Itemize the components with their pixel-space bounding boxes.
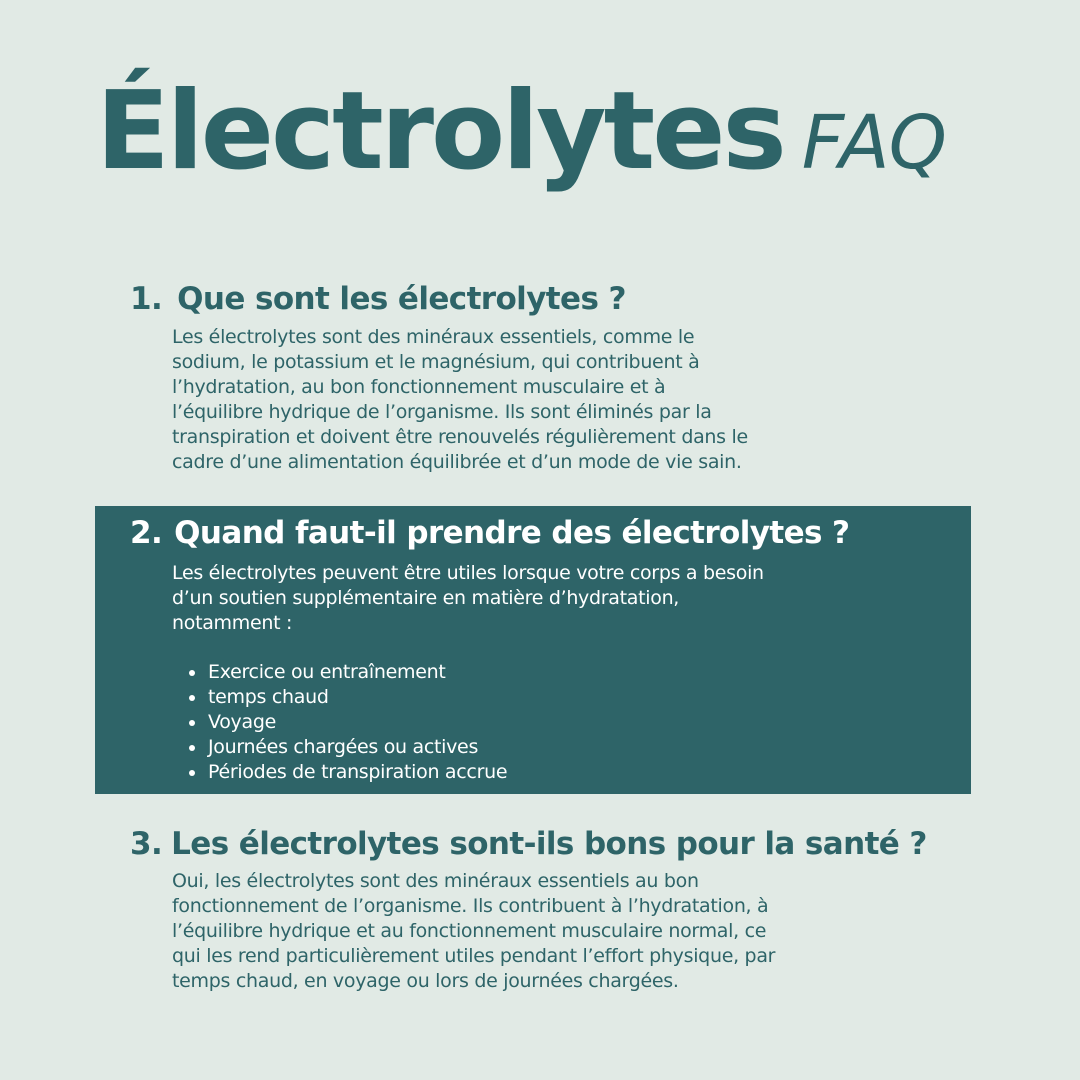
faq-answer-2: Les électrolytes peuvent être utiles lorsque votre corps a besoin d’un soutien supplémentaire en matière d’hydratation, notamment :	[172, 562, 764, 634]
faq-number-3: 3.	[130, 826, 163, 862]
title-sub: FAQ	[801, 100, 946, 186]
list-item: Voyage	[186, 710, 507, 735]
faq-question-text-3: Les électrolytes sont-ils bons pour la santé ?	[171, 826, 927, 862]
faq-question-3	[130, 826, 927, 862]
title-main: Électrolytes	[96, 69, 784, 194]
faq-answer-1: Les électrolytes sont des minéraux essentiels, comme le sodium, le potassium et le magnésium, qui contribuent à l’hydratation, au bon fonctionnement musculaire et à l’équilibre hydrique de l’organisme. Ils sont éliminés par la transpiration et doivent être renouvelés régulièrement dans le cadre d’une alimentation équilibrée et d’un mode de vie sain.	[172, 326, 748, 473]
faq-number-2: 2.	[130, 515, 163, 551]
faq-question-text-2: Quand faut-il prendre des électrolytes ?	[174, 515, 850, 551]
list-item: Exercice ou entraînement	[186, 660, 507, 685]
faq-question-2	[130, 515, 850, 551]
page-title	[96, 69, 946, 194]
faq-number-1: 1.	[130, 281, 163, 317]
list-item: Journées chargées ou actives	[186, 735, 507, 760]
faq-answer-3: Oui, les électrolytes sont des minéraux essentiels au bon fonctionnement de l’organisme. Ils contribuent à l’hydratation, à l’équilibre hydrique et au fonctionnement musculaire normal, ce qui les rend particulièrement utiles pendant l’effort physique, par temps chaud, en voyage ou lors de journées chargées.	[172, 870, 776, 992]
list-item: temps chaud	[186, 685, 507, 710]
faq-question-text-1: Que sont les électrolytes ?	[177, 281, 626, 317]
list-item: Périodes de transpiration accrue	[186, 760, 507, 785]
faq-question-1	[130, 281, 626, 317]
faq-bullet-list	[186, 660, 507, 785]
